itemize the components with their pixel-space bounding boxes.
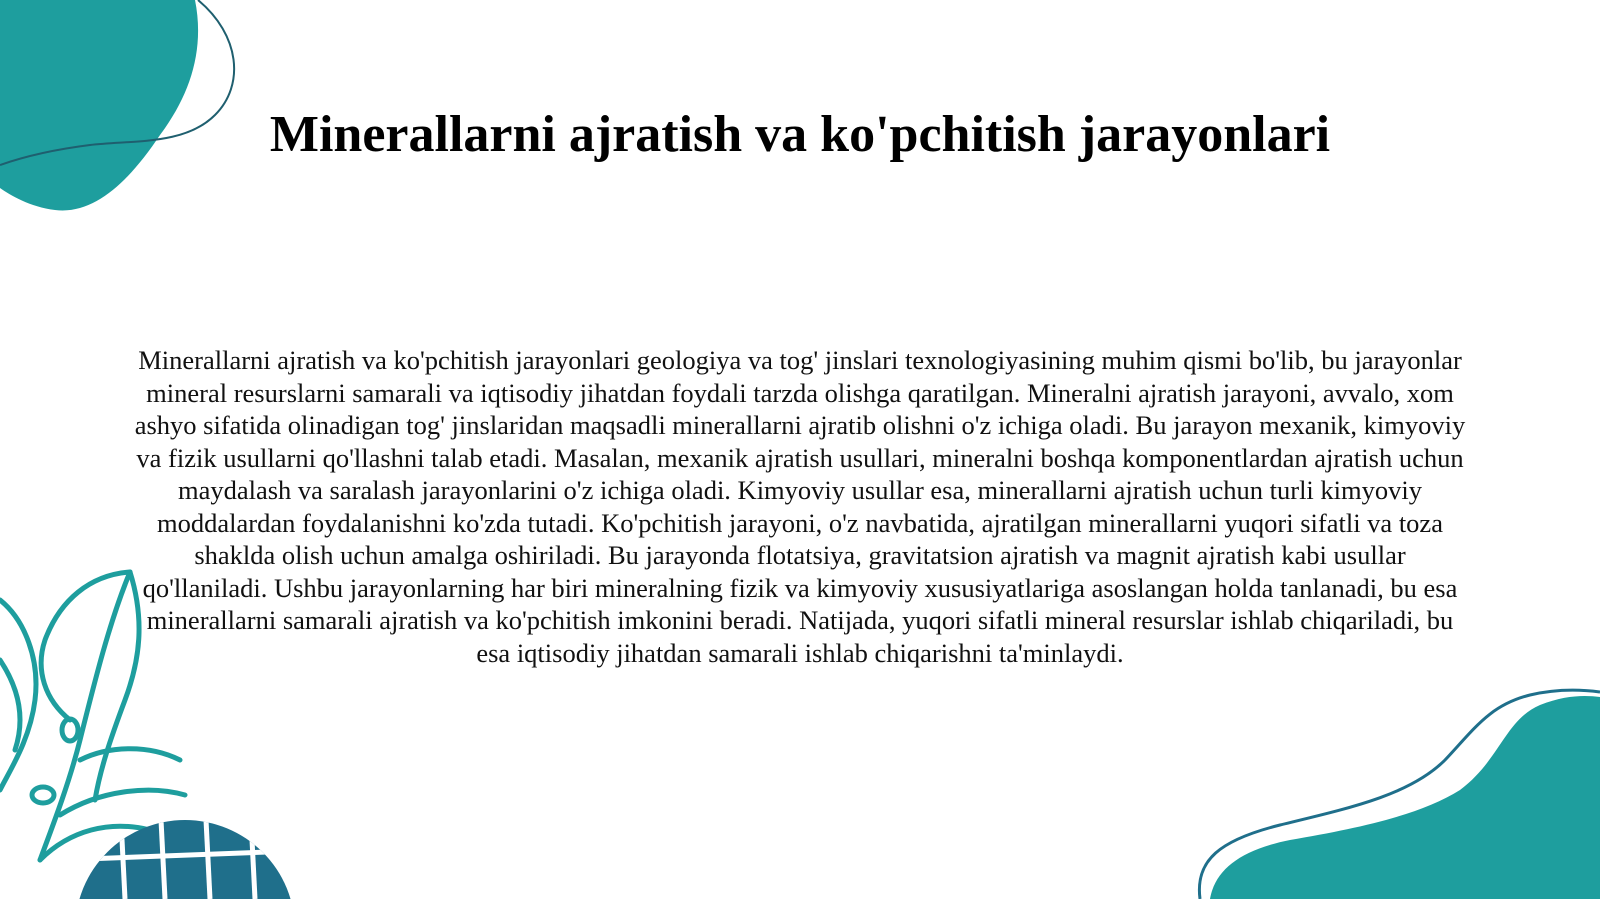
slide-title: Minerallarni ajratish va ko'pchitish jarayonlari [269,106,1331,163]
slide-body: Minerallarni ajratish va ko'pchitish jarayonlari geologiya va tog' jinslari texnologiyasining muhim qismi bo'lib, bu jarayonlar mineral resurslarni samarali va iqtisodiy jihatdan foydali tarzda olishga qaratilgan. Mineralni ajratish jarayoni, avvalo, xom ashyo sifatida olinadigan tog' jinslaridan maqsadli minerallarni ajratib olishni o'z ichiga oladi. Bu jarayon mexanik, kimyoviy va fizik usullarni qo'llashni talab etadi. Masalan, mexanik ajratish usullari, mineralni boshqa komponentlardan ajratish uchun maydalash va saralash jarayonlarini o'z ichiga oladi. Kimyoviy usullar esa, minerallarni ajratish uchun turli kimyoviy moddalardan foydalanishni ko'zda tutadi. Ko'pchitish jarayoni, o'z navbatida, ajratilgan minerallarni yuqori sifatli va toza shaklda olish uchun amalga oshiriladi. Bu jarayonda flotatsiya, gravitatsion ajratish va magnit ajratish kabi usullar qo'llaniladi. Ushbu jarayonlarning har biri mineralning fizik va kimyoviy xususiyatlariga asoslangan holda tanlanadi, bu esa minerallarni samarali ajratish va ko'pchitish imkonini beradi. Natijada, yuqori sifatli mineral resurslar ishlab chiqariladi, bu esa iqtisodiy jihatdan samarali ishlab chiqarishni ta'minlaydi. [134,345,1466,668]
bottom-right-blob [1210,696,1600,899]
